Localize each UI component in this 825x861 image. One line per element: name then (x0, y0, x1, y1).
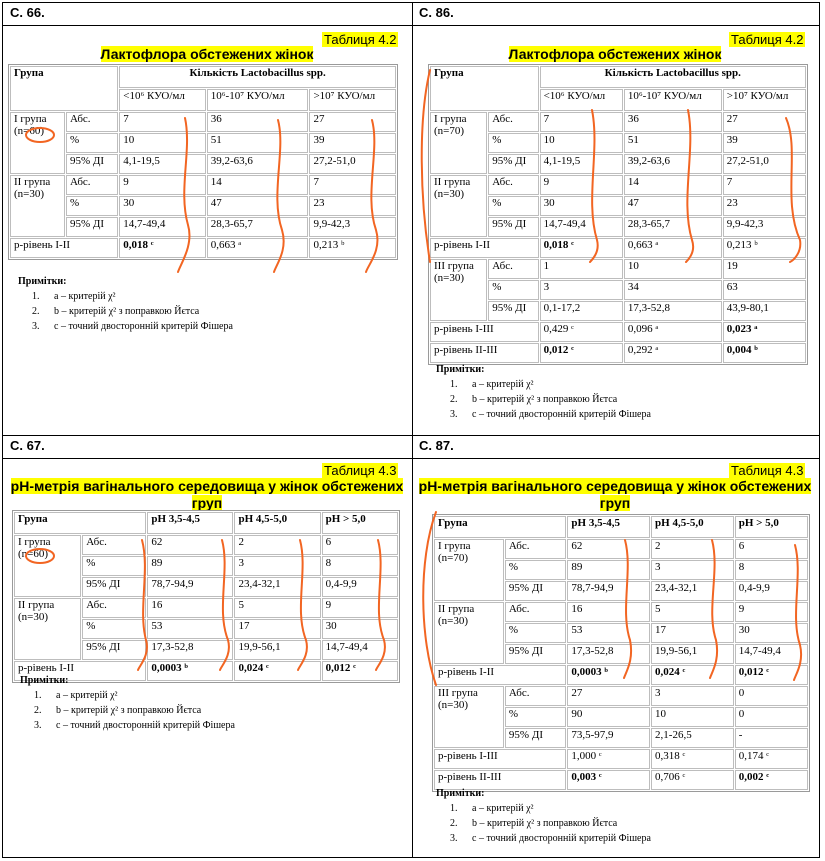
value-cell: 27 (309, 112, 396, 132)
table-number-q2: Таблиця 4.2 (731, 32, 804, 47)
value-cell: 89 (567, 560, 650, 580)
group-size: (n=30) (438, 699, 469, 711)
table-lactoflora-q2 (428, 64, 808, 365)
header-main: Кількість Lactobacillus spp. (119, 66, 396, 88)
p-value-row (10, 238, 396, 258)
p-value-cell: 0,012 ᶜ (540, 343, 623, 363)
table-row (10, 133, 396, 153)
note-item (20, 720, 400, 731)
row-label: % (66, 133, 118, 153)
grid-divider-lower (3, 458, 819, 459)
value-cell: 23 (723, 196, 806, 216)
value-cell: 78,7-94,9 (147, 577, 233, 597)
p-value-cell: 0,213 ᵇ (723, 238, 806, 258)
value-cell: 28,3-65,7 (624, 217, 722, 237)
table-row (10, 154, 396, 174)
p-value-label: р-рівень ІІ-ІІІ (434, 770, 566, 790)
p-value-cell: 0,018 ᶜ (119, 238, 205, 258)
value-cell: 17 (234, 619, 320, 639)
value-cell: 34 (624, 280, 722, 300)
row-label: % (82, 556, 146, 576)
p-value-cell: 0,012 ᶜ (322, 661, 398, 681)
p-value-row (430, 322, 806, 342)
row-label: Абс. (505, 602, 566, 622)
header-row (434, 516, 808, 538)
value-cell: 39,2-63,6 (207, 154, 309, 174)
row-label: Абс. (82, 598, 146, 618)
p-value-cell: 0,024 ᶜ (234, 661, 320, 681)
note-text: c – точний двосторонній критерій Фішера (56, 720, 235, 731)
table-number-q3: Таблиця 4.3 (324, 463, 397, 478)
p-value-row (430, 343, 806, 363)
page-ref-q4: С. 87. (419, 438, 454, 453)
note-number: 3. (450, 833, 458, 844)
row-label: Абс. (82, 535, 146, 555)
p-value-label: р-рівень І-ІІ (434, 665, 566, 685)
note-number: 3. (32, 321, 40, 332)
note-text: а – критерій χ² (54, 291, 116, 302)
group-size: (n=30) (434, 272, 465, 284)
value-cell: 78,7-94,9 (567, 581, 650, 601)
note-item (20, 690, 400, 701)
group-name: ІІ група (18, 599, 55, 611)
p-value-label: р-рівень І-ІІІ (430, 322, 539, 342)
note-item (436, 394, 806, 405)
value-cell: 62 (147, 535, 233, 555)
value-cell: 14 (624, 175, 722, 195)
p-value-row (430, 238, 806, 258)
value-cell: 9 (540, 175, 623, 195)
group-label (430, 112, 487, 174)
p-value-label: р-рівень ІІ-ІІІ (430, 343, 539, 363)
value-cell: 16 (147, 598, 233, 618)
group-name: І група (434, 113, 467, 125)
column-header: pH > 5,0 (735, 516, 808, 538)
value-cell: 39 (309, 133, 396, 153)
value-cell: 9,9-42,3 (723, 217, 806, 237)
value-cell: 19,9-56,1 (651, 644, 734, 664)
value-cell: 8 (735, 560, 808, 580)
group-name: ІІІ група (434, 260, 474, 272)
group-size: (n=30) (434, 188, 465, 200)
value-cell: 4,1-19,5 (540, 154, 623, 174)
note-text: b – критерій χ² з поправкою Йєтса (472, 818, 618, 829)
value-cell: 5 (234, 598, 320, 618)
row-label: % (488, 196, 538, 216)
grid-divider-middle (3, 435, 819, 436)
group-label (14, 598, 81, 660)
value-cell: 7 (540, 112, 623, 132)
note-text: c – точний двосторонній критерій Фішера (472, 833, 651, 844)
p-value-cell: 0,663 ᵃ (624, 238, 722, 258)
value-cell: 14 (207, 175, 309, 195)
value-cell: 3 (651, 560, 734, 580)
row-label: Абс. (505, 539, 566, 559)
p-value-cell: 0,012 ᶜ (735, 665, 808, 685)
p-value-cell: 0,024 ᶜ (651, 665, 734, 685)
value-cell: 5 (651, 602, 734, 622)
table-title-q1: Лактофлора обстежених жінок (100, 46, 314, 62)
value-cell: 23 (309, 196, 396, 216)
table-ph-q3 (12, 510, 400, 683)
notes-title: Примітки: (436, 364, 485, 375)
value-cell: 23,4-32,1 (651, 581, 734, 601)
p-value-cell: 0,706 ᶜ (651, 770, 734, 790)
value-cell: 23,4-32,1 (234, 577, 320, 597)
note-item (436, 818, 806, 829)
p-value-cell: 0,0003 ᵇ (147, 661, 233, 681)
group-label (430, 259, 487, 321)
page-ref-q1: С. 66. (10, 5, 45, 20)
value-cell: 36 (207, 112, 309, 132)
note-number: 1. (450, 379, 458, 390)
group-name: ІІ група (438, 603, 475, 615)
note-item (436, 803, 806, 814)
p-value-cell: 0,096 ᵃ (624, 322, 722, 342)
group-label (10, 112, 65, 174)
value-cell: 36 (624, 112, 722, 132)
value-cell: 0,4-9,9 (322, 577, 398, 597)
value-cell: 62 (567, 539, 650, 559)
note-text: c – точний двосторонній критерій Фішера (472, 409, 651, 420)
row-label: % (505, 707, 566, 727)
value-cell: 0,1-17,2 (540, 301, 623, 321)
value-cell: 9 (322, 598, 398, 618)
value-cell: 27 (567, 686, 650, 706)
column-header: <10⁶ КУО/мл (540, 89, 623, 111)
column-header: pH > 5,0 (322, 512, 398, 534)
p-value-cell: 0,292 ᵃ (624, 343, 722, 363)
table-title-q4: pH-метрія вагінального середовища у жінок обстежених груп (418, 478, 812, 511)
table-title-q3: pH-метрія вагінального середовища у жінок обстежених груп (10, 478, 404, 511)
row-label: Абс. (66, 112, 118, 132)
row-label: 95% ДІ (488, 301, 538, 321)
column-header: <10⁶ КУО/мл (119, 89, 205, 111)
value-cell: 8 (322, 556, 398, 576)
group-size: (n=30) (18, 611, 49, 623)
note-text: c – точний двосторонній критерій Фішера (54, 321, 233, 332)
p-value-row (434, 770, 808, 790)
row-label: Абс. (488, 259, 538, 279)
row-label: Абс. (488, 112, 538, 132)
column-header: pH 3,5-4,5 (147, 512, 233, 534)
group-label (430, 175, 487, 237)
table-number-q1: Таблиця 4.2 (324, 32, 397, 47)
header-group: Група (434, 516, 566, 538)
group-label (434, 539, 504, 601)
group-name: І група (14, 113, 47, 125)
column-header: >10⁷ КУО/мл (723, 89, 806, 111)
table-row (434, 602, 808, 622)
note-text: а – критерій χ² (472, 803, 534, 814)
header-row (14, 512, 398, 534)
value-cell: 19,9-56,1 (234, 640, 320, 660)
table-row (434, 539, 808, 559)
table-row (430, 112, 806, 132)
value-cell: 14,7-49,4 (119, 217, 205, 237)
p-value-cell: 0,318 ᶜ (651, 749, 734, 769)
value-cell: 51 (207, 133, 309, 153)
header-row (10, 66, 396, 88)
row-label: 95% ДІ (66, 217, 118, 237)
value-cell: 0 (735, 707, 808, 727)
value-cell: 17,3-52,8 (624, 301, 722, 321)
group-size: (n=30) (438, 615, 469, 627)
value-cell: 9 (119, 175, 205, 195)
note-number: 2. (32, 306, 40, 317)
value-cell: 17 (651, 623, 734, 643)
value-cell: 47 (207, 196, 309, 216)
value-cell: 17,3-52,8 (147, 640, 233, 660)
table-row (430, 259, 806, 279)
value-cell: 39,2-63,6 (624, 154, 722, 174)
p-value-cell: 0,663 ᵃ (207, 238, 309, 258)
header-row (430, 66, 806, 88)
value-cell: 28,3-65,7 (207, 217, 309, 237)
row-label: 95% ДІ (488, 217, 538, 237)
p-value-label: р-рівень І-ІІ (14, 661, 146, 681)
group-size: (n=70) (434, 125, 465, 137)
value-cell: 4,1-19,5 (119, 154, 205, 174)
column-header: >10⁷ КУО/мл (309, 89, 396, 111)
value-cell: 6 (322, 535, 398, 555)
note-number: 1. (34, 690, 42, 701)
p-value-cell: 0,003 ᶜ (567, 770, 650, 790)
table-row (434, 686, 808, 706)
column-header: pH 3,5-4,5 (567, 516, 650, 538)
note-text: b – критерій χ² з поправкою Йєтса (472, 394, 618, 405)
value-cell: 9 (735, 602, 808, 622)
p-value-cell: 0,213 ᵇ (309, 238, 396, 258)
note-number: 2. (450, 818, 458, 829)
notes-title: Примітки: (436, 788, 485, 799)
note-item (18, 291, 398, 302)
value-cell: 43,9-80,1 (723, 301, 806, 321)
value-cell: 17,3-52,8 (567, 644, 650, 664)
value-cell: 14,7-49,4 (322, 640, 398, 660)
group-label (10, 175, 65, 237)
group-name: ІІІ група (438, 687, 478, 699)
group-name: І група (18, 536, 51, 548)
row-label: Абс. (505, 686, 566, 706)
row-label: 95% ДІ (82, 640, 146, 660)
value-cell: 47 (624, 196, 722, 216)
note-number: 2. (34, 705, 42, 716)
row-label: % (488, 133, 538, 153)
p-value-label: р-рівень І-ІІІ (434, 749, 566, 769)
p-value-cell: 0,174 ᶜ (735, 749, 808, 769)
header-group: Група (10, 66, 118, 111)
row-label: % (488, 280, 538, 300)
value-cell: 14,7-49,4 (735, 644, 808, 664)
column-header: pH 4,5-5,0 (234, 512, 320, 534)
value-cell: 39 (723, 133, 806, 153)
value-cell: 7 (723, 175, 806, 195)
value-cell: 27 (723, 112, 806, 132)
value-cell: 9,9-42,3 (309, 217, 396, 237)
note-number: 1. (450, 803, 458, 814)
note-item (18, 306, 398, 317)
value-cell: 3 (651, 686, 734, 706)
row-label: 95% ДІ (505, 728, 566, 748)
group-label (434, 686, 504, 748)
table-row (430, 175, 806, 195)
value-cell: 2,1-26,5 (651, 728, 734, 748)
value-cell: 51 (624, 133, 722, 153)
note-number: 2. (450, 394, 458, 405)
note-text: b – критерій χ² з поправкою Йєтса (54, 306, 200, 317)
table-row (10, 175, 396, 195)
value-cell: 10 (651, 707, 734, 727)
value-cell: 10 (119, 133, 205, 153)
p-value-cell: 1,000 ᶜ (567, 749, 650, 769)
table-row (14, 535, 398, 555)
note-item (436, 409, 806, 420)
note-number: 1. (32, 291, 40, 302)
note-number: 3. (34, 720, 42, 731)
note-text: а – критерій χ² (56, 690, 118, 701)
note-item (436, 379, 806, 390)
table-row (10, 112, 396, 132)
note-item (20, 705, 400, 716)
row-label: 95% ДІ (488, 154, 538, 174)
group-label (434, 602, 504, 664)
value-cell: 30 (735, 623, 808, 643)
p-value-cell: 0,004 ᵇ (723, 343, 806, 363)
table-row (10, 217, 396, 237)
row-label: % (505, 560, 566, 580)
value-cell: 2 (651, 539, 734, 559)
p-value-cell: 0,002 ᶜ (735, 770, 808, 790)
notes-title: Примітки: (18, 276, 67, 287)
page-ref-q2: С. 86. (419, 5, 454, 20)
value-cell: 53 (567, 623, 650, 643)
row-label: % (505, 623, 566, 643)
group-name: ІІ група (434, 176, 471, 188)
table-lactoflora-q1 (8, 64, 398, 260)
header-main: Кількість Lactobacillus spp. (540, 66, 806, 88)
note-item (18, 321, 398, 332)
value-cell: 30 (540, 196, 623, 216)
value-cell: 2 (234, 535, 320, 555)
header-group: Група (14, 512, 146, 534)
group-name: І група (438, 540, 471, 552)
table-number-q4: Таблиця 4.3 (731, 463, 804, 478)
p-value-row (434, 665, 808, 685)
table-row (10, 196, 396, 216)
notes-q3 (20, 675, 400, 731)
value-cell: 3 (234, 556, 320, 576)
row-label: 95% ДІ (505, 644, 566, 664)
group-size: (n=60) (18, 548, 49, 560)
row-label: % (82, 619, 146, 639)
notes-q2 (436, 364, 806, 420)
row-label: Абс. (488, 175, 538, 195)
grid-divider-top (3, 25, 819, 26)
p-value-label: р-рівень І-ІІ (430, 238, 539, 258)
table-title-q2: Лактофлора обстежених жінок (508, 46, 722, 62)
value-cell: - (735, 728, 808, 748)
value-cell: 63 (723, 280, 806, 300)
value-cell: 16 (567, 602, 650, 622)
value-cell: 89 (147, 556, 233, 576)
notes-q1 (18, 276, 398, 332)
group-size: (n=70) (438, 552, 469, 564)
value-cell: 30 (322, 619, 398, 639)
value-cell: 0,4-9,9 (735, 581, 808, 601)
table-ph-q4 (432, 514, 810, 792)
value-cell: 19 (723, 259, 806, 279)
column-header: pH 4,5-5,0 (651, 516, 734, 538)
row-label: % (66, 196, 118, 216)
value-cell: 1 (540, 259, 623, 279)
p-value-cell: 0,018 ᶜ (540, 238, 623, 258)
value-cell: 27,2-51,0 (723, 154, 806, 174)
value-cell: 10 (624, 259, 722, 279)
grid-divider-vertical (412, 3, 413, 857)
value-cell: 14,7-49,4 (540, 217, 623, 237)
p-value-cell: 0,023 ᵃ (723, 322, 806, 342)
header-group: Група (430, 66, 539, 111)
note-text: b – критерій χ² з поправкою Йєтса (56, 705, 202, 716)
value-cell: 90 (567, 707, 650, 727)
row-label: 95% ДІ (82, 577, 146, 597)
p-value-label: р-рівень І-ІІ (10, 238, 118, 258)
value-cell: 73,5-97,9 (567, 728, 650, 748)
p-value-cell: 0,429 ᶜ (540, 322, 623, 342)
note-item (436, 833, 806, 844)
note-text: а – критерій χ² (472, 379, 534, 390)
value-cell: 3 (540, 280, 623, 300)
value-cell: 30 (119, 196, 205, 216)
value-cell: 27,2-51,0 (309, 154, 396, 174)
value-cell: 7 (309, 175, 396, 195)
value-cell: 53 (147, 619, 233, 639)
p-value-cell: 0,0003 ᵇ (567, 665, 650, 685)
note-number: 3. (450, 409, 458, 420)
notes-q4 (436, 788, 806, 844)
column-header: 10⁶-10⁷ КУО/мл (624, 89, 722, 111)
value-cell: 10 (540, 133, 623, 153)
page-ref-q3: С. 67. (10, 438, 45, 453)
row-label: 95% ДІ (66, 154, 118, 174)
group-label (14, 535, 81, 597)
value-cell: 0 (735, 686, 808, 706)
row-label: Абс. (66, 175, 118, 195)
notes-title: Примітки: (20, 675, 69, 686)
value-cell: 6 (735, 539, 808, 559)
group-name: ІІ група (14, 176, 51, 188)
table-row (14, 598, 398, 618)
row-label: 95% ДІ (505, 581, 566, 601)
column-header: 10⁶-10⁷ КУО/мл (207, 89, 309, 111)
value-cell: 7 (119, 112, 205, 132)
group-size: (n=60) (14, 125, 45, 137)
p-value-row (434, 749, 808, 769)
group-size: (n=30) (14, 188, 45, 200)
